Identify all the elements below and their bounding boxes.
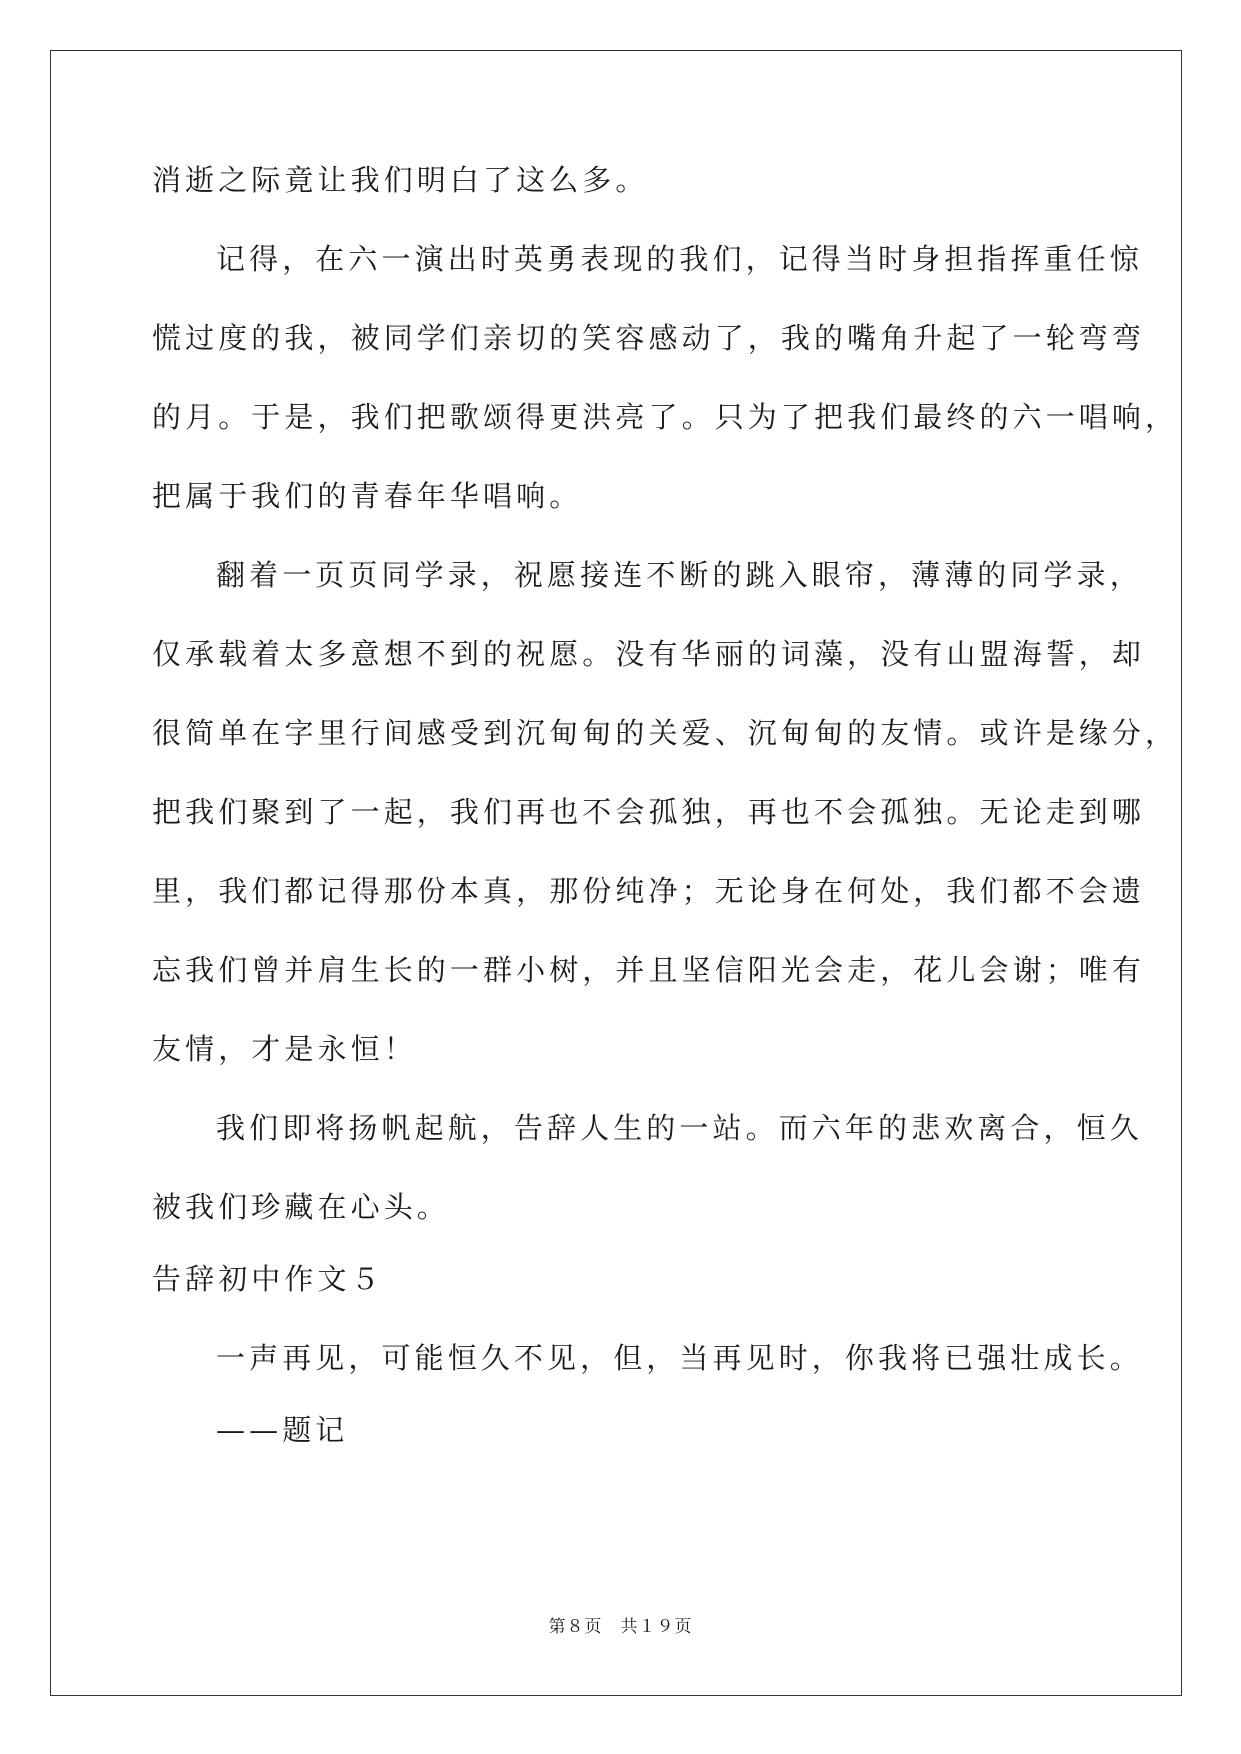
epigraph-attribution: ——题记 [216,1413,349,1447]
text-line: 忘我们曾并肩生长的一群小树，并且坚信阳光会走，花儿会谢；唯有 [152,953,1146,987]
section-heading: 告辞初中作文５ [152,1262,384,1296]
text-line: 仅承载着太多意想不到的祝愿。没有华丽的词藻，没有山盟海誓，却 [152,637,1146,671]
text-line: 很简单在字里行间感受到沉甸甸的关爱、沉甸甸的友情。或许是缘分， [152,716,1179,750]
text-line: 慌过度的我，被同学们亲切的笑容感动了，我的嘴角升起了一轮弯弯 [152,321,1146,355]
page-number-footer: 第８页 共１９页 [548,1617,693,1637]
text-line: 把我们聚到了一起，我们再也不会孤独，再也不会孤独。无论走到哪 [152,795,1146,829]
text-line: 消逝之际竟让我们明白了这么多。 [152,163,649,197]
text-line: 我们即将扬帆起航，告辞人生的一站。而六年的悲欢离合，恒久 [216,1111,1143,1145]
text-line: 友情，才是永恒！ [152,1032,417,1066]
text-line: 里，我们都记得那份本真，那份纯净；无论身在何处，我们都不会遗 [152,874,1146,908]
text-line: 翻着一页页同学录，祝愿接连不断的跳入眼帘，薄薄的同学录， [216,558,1143,592]
document-body [152,160,1179,1482]
text-line: 被我们珍藏在心头。 [152,1190,450,1224]
text-line: 一声再见，可能恒久不见，但，当再见时，你我将已强壮成长。 [216,1341,1143,1375]
text-line: 记得，在六一演出时英勇表现的我们，记得当时身担指挥重任惊 [216,242,1143,276]
text-line: 的月。于是，我们把歌颂得更洪亮了。只为了把我们最终的六一唱响， [152,400,1179,434]
text-line: 把属于我们的青春年华唱响。 [152,479,583,513]
